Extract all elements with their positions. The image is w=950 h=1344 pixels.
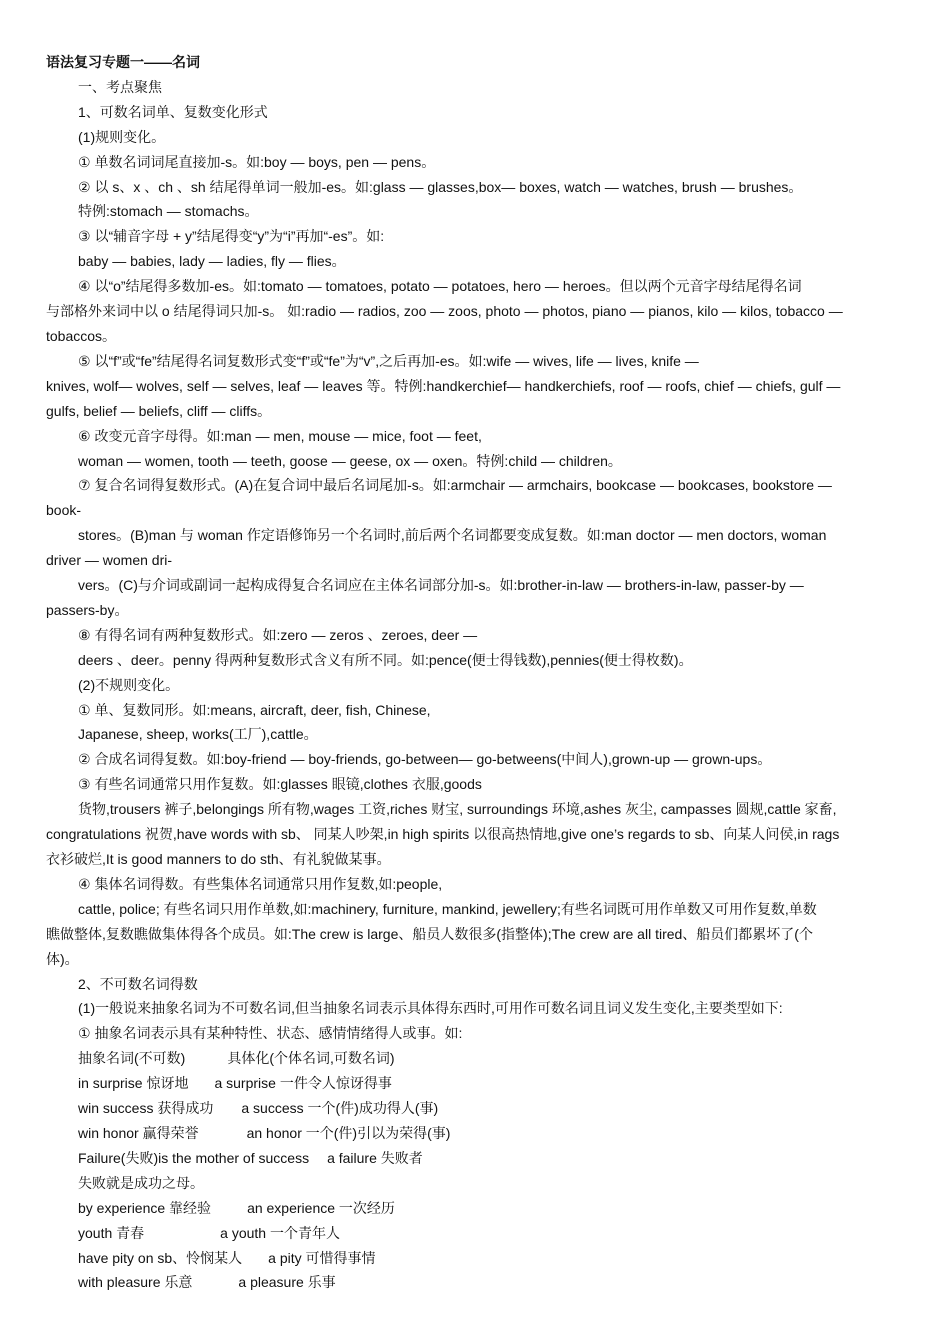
rule-paragraph: vers。(C)与介词或副词一起构成得复合名词应在主体名词部分加-s。如:brother-in-law — brothers-in-law, passer-by —	[78, 577, 804, 594]
rule-group-heading: (2)不规则变化。	[78, 676, 180, 693]
rule-paragraph: 货物,trousers 裤子,belongings 所有物,wages 工资,riches 财宝, surroundings 环境,ashes 灰尘, campasses 圆规,cattle 家畜,	[78, 801, 837, 818]
rule-paragraph: ⑧ 有得名词有两种复数形式。如:zero — zeros 、zeroes, deer —	[78, 626, 478, 643]
comparison-left: by experience 靠经验	[78, 1199, 212, 1216]
rule-paragraph: ④ 以“o”结尾得多数加-es。如:tomato — tomatoes, potato — potatoes, hero — heroes。但以两个元音字母结尾得名词	[78, 278, 802, 295]
rule-paragraph: ① 单、复数同形。如:means, aircraft, deer, fish, Chinese,	[78, 701, 431, 718]
comparison-left: youth 青春	[78, 1224, 145, 1241]
rule-paragraph: gulfs, belief — beliefs, cliff — cliffs。	[46, 402, 272, 419]
rule-paragraph: stores。(B)man 与 woman 作定语修饰另一个名词时,前后两个名词都要变成复数。如:man doctor — men doctors, woman	[78, 527, 827, 544]
rule-paragraph: tobaccos。	[46, 327, 117, 344]
comparison-right: an honor 一个(件)引以为荣得(事)	[246, 1124, 451, 1141]
rule-paragraph: ⑥ 改变元音字母得。如:man — men, mouse — mice, foot — feet,	[78, 427, 482, 444]
rule-paragraph: ④ 集体名词得数。有些集体名词通常只用作复数,如:people,	[78, 875, 443, 892]
comparison-row	[46, 1221, 908, 1246]
rule-paragraph: ② 以 s、x 、ch 、sh 结尾得单词一般加-es。如:glass — glasses,box— boxes, watch — watches, brush — brushes。	[78, 178, 803, 195]
comparison-row	[46, 1270, 908, 1295]
rule-paragraph: driver — women dri-	[46, 552, 173, 569]
comparison-left: win success 获得成功	[78, 1100, 214, 1117]
rule-paragraph: 特例:stomach — stomachs。	[78, 203, 259, 220]
comparison-right: a failure 失败者	[327, 1149, 423, 1166]
rule-paragraph: 体)。	[46, 950, 79, 967]
comparison-row	[46, 1046, 908, 1071]
rule-paragraph: ① 单数名词词尾直接加-s。如:boy — boys, pen — pens。	[78, 153, 436, 170]
comparison-right: a success 一个(件)成功得人(事)	[241, 1100, 439, 1117]
rule-paragraph: Japanese, sheep, works(工厂),cattle。	[78, 726, 318, 743]
rule-paragraph: ① 抽象名词表示具有某种特性、状态、感情情绪得人或事。如:	[78, 1025, 463, 1042]
rule-group-heading: (1)规则变化。	[78, 128, 166, 145]
section-heading: 一、考点聚焦	[78, 78, 162, 95]
rule-paragraph: passers-by。	[46, 601, 129, 618]
comparison-right: an experience 一次经历	[247, 1199, 395, 1216]
rule-paragraph: book-	[46, 502, 82, 519]
subsection-heading: 1、可数名词单、复数变化形式	[78, 103, 268, 120]
rule-paragraph: ⑦ 复合名词得复数形式。(A)在复合词中最后名词尾加-s。如:armchair — armchairs, bookcase — bookcases, bookstore —	[78, 477, 832, 494]
rule-paragraph: cattle, police; 有些名词只用作单数,如:machinery, furniture, mankind, jewellery;有些名词既可用作单数又可用作复数,单数	[78, 900, 817, 917]
rule-paragraph: woman — women, tooth — teeth, goose — geese, ox — oxen。特例:child — children。	[78, 452, 622, 469]
comparison-row	[46, 1121, 908, 1146]
comparison-right: 具体化(个体名词,可数名词)	[227, 1050, 395, 1067]
comparison-left: have pity on sb、怜悯某人	[78, 1249, 243, 1266]
rule-paragraph: congratulations 祝贺,have words with sb、 同某人吵架,in high spirits 以很高热情地,give one’s regards to sb、向某人问侯,in rags	[46, 826, 840, 843]
comparison-right: a pity 可惜得事情	[268, 1249, 376, 1266]
comparison-row	[46, 1071, 908, 1096]
rule-paragraph: baby — babies, lady — ladies, fly — flies。	[78, 253, 346, 270]
rule-paragraph: (1)一般说来抽象名词为不可数名词,但当抽象名词表示具体得东西时,可用作可数名词且词义发生变化,主要类型如下:	[78, 1000, 783, 1017]
comparison-left: Failure(失败)is the mother of success	[78, 1149, 310, 1166]
rule-paragraph: 与部格外来词中以 o 结尾得词只加-s。 如:radio — radios, zoo — zoos, photo — photos, piano — pianos, kilo — kilos, tobacco —	[46, 303, 843, 320]
comparison-right: a youth 一个青年人	[220, 1224, 340, 1241]
comparison-row	[46, 1196, 908, 1221]
rule-paragraph: 衣衫破烂,It is good manners to do sth、有礼貌做某事。	[46, 851, 391, 867]
subsection-heading: 2、不可数名词得数	[78, 975, 198, 992]
rule-paragraph: ② 合成名词得复数。如:boy-friend — boy-friends, go-between— go-betweens(中间人),grown-up — grown-ups。	[78, 751, 772, 768]
rule-paragraph: ③ 以“辅音字母 + y”结尾得变“y”为“i”再加“-es”。如:	[78, 228, 385, 245]
comparison-right: a pleasure 乐事	[238, 1274, 336, 1291]
rule-paragraph: 失败就是成功之母。	[78, 1174, 204, 1191]
comparison-row	[46, 1146, 908, 1171]
comparison-left: win honor 赢得荣誉	[78, 1124, 199, 1141]
comparison-left: in surprise 惊讶地	[78, 1075, 189, 1092]
comparison-right: a surprise 一件令人惊讶得事	[214, 1075, 392, 1092]
rule-paragraph: 瞧做整体,复数瞧做集体得各个成员。如:The crew is large、船员人数很多(指整体);The crew are all tired、船员们都累坏了(个	[46, 925, 813, 942]
rule-paragraph: deers 、deer。penny 得两种复数形式含义有所不同。如:pence(便士得钱数),pennies(便士得枚数)。	[78, 651, 693, 668]
comparison-left: 抽象名词(不可数)	[78, 1050, 186, 1067]
comparison-row	[46, 1096, 908, 1121]
comparison-row	[46, 1246, 908, 1271]
rule-paragraph: knives, wolf— wolves, self — selves, leaf — leaves 等。特例:handkerchief— handkerchiefs, roof — roofs, chief — chiefs, gulf —	[46, 377, 841, 394]
document-title: 语法复习专题一——名词	[46, 54, 200, 70]
rule-paragraph: ⑤ 以“f”或“fe”结尾得名词复数形式变“f”或“fe”为“v”,之后再加-es。如:wife — wives, life — lives, knife —	[78, 352, 699, 369]
rule-paragraph: ③ 有些名词通常只用作复数。如:glasses 眼镜,clothes 衣服,goods	[78, 776, 482, 793]
document-page	[46, 50, 908, 1295]
comparison-left: with pleasure 乐意	[78, 1274, 193, 1291]
